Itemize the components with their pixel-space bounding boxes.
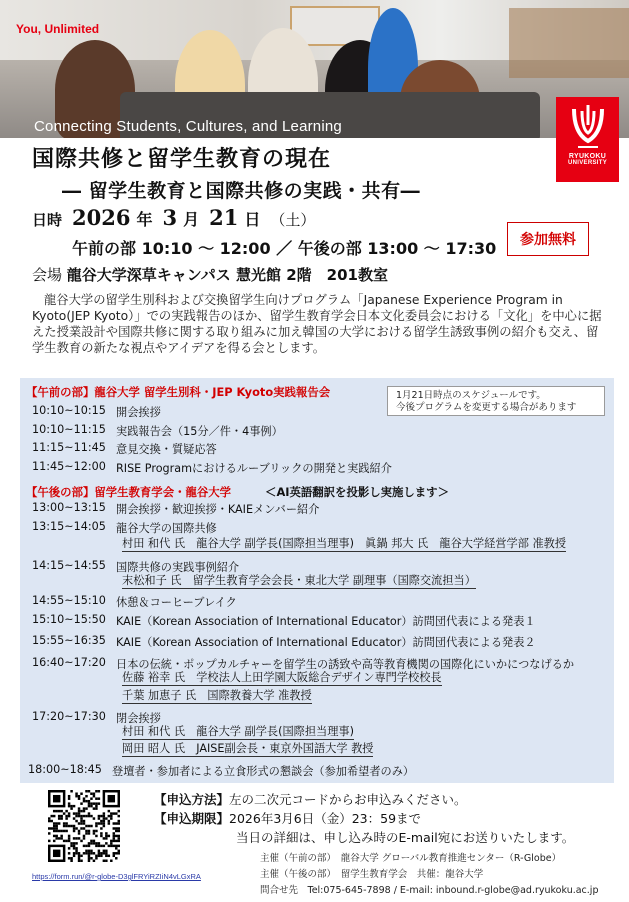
date-year: 2026 (72, 205, 131, 230)
speaker-line: 千葉 加恵子 氏 国際教養大学 准教授 (122, 689, 312, 702)
apply-method-label: 【申込方法】 (154, 792, 230, 807)
notice-line: 今後プログラムを変更する場合があります (396, 402, 577, 413)
afternoon-header-note: ＜AI英語翻訳を投影し実施します＞ (265, 485, 449, 499)
schedule-time: 14:15~14:55 (32, 559, 106, 572)
date-weekday: （土） (270, 211, 316, 229)
afternoon-header-title: 【午後の部】留学生教育学会・龍谷大学 (26, 485, 232, 499)
ryukoku-emblem-icon (568, 103, 608, 151)
apply-deadline-label: 【申込期限】 (154, 811, 230, 826)
schedule-time: 15:10~15:50 (32, 613, 106, 626)
schedule-time: 13:00~13:15 (32, 501, 106, 514)
event-date (32, 205, 315, 230)
schedule-content: 休憩＆コーヒーブレイク (116, 596, 237, 609)
logo-text-ryukoku: RYUKOKU (568, 153, 607, 160)
registration-link[interactable]: https://form.run/@r-globe-D3glFRYiRZIiN4vLGxRA (32, 872, 201, 881)
apply-deadline-text: 2026年3月6日（金）23：59まで (229, 811, 422, 826)
event-venue (32, 264, 388, 285)
university-logo (556, 97, 619, 182)
schedule-time: 18:00~18:45 (28, 763, 102, 776)
hero-photo (0, 0, 629, 138)
schedule-time: 11:15~11:45 (32, 441, 106, 454)
schedule-content: 意見交換・質疑応答 (116, 443, 217, 456)
schedule-time: 10:10~11:15 (32, 423, 106, 436)
schedule-content: KAIE（Korean Association of International Educator）訪問団代表による発表１ (116, 615, 536, 628)
venue-label: 会場 (32, 266, 63, 284)
schedule-content: 実践報告会（15分／件・4事例） (116, 425, 283, 438)
schedule-content: RISE Programにおけるルーブリックの開発と実践紹介 (116, 462, 392, 475)
schedule-content: 日本の伝統・ポップカルチャーを留学生の誘致や高等教育機関の国際化にいかにつなげるか (116, 658, 575, 671)
brand-slogan: You, Unlimited (16, 22, 100, 36)
schedule-content: 登壇者・参加者による立食形式の懇談会（参加希望者のみ） (112, 765, 415, 778)
apply-method-text: 左の二次元コードからお申込みください。 (229, 792, 467, 807)
schedule-content: 龍谷大学の国際共修 (116, 522, 217, 535)
schedule-time: 15:55~16:35 (32, 634, 106, 647)
free-admission-badge: 参加無料 (507, 222, 589, 256)
schedule-content: KAIE（Korean Association of International Educator）訪問団代表による発表２ (116, 636, 536, 649)
speaker-line: 佐藤 裕幸 氏 学校法人上田学園大阪総合デザイン専門学校校長 (122, 671, 442, 684)
schedule-time: 14:55~15:10 (32, 594, 106, 607)
registration-qr-code[interactable] (48, 790, 120, 862)
date-month: 3 (162, 205, 178, 230)
schedule-time: 11:45~12:00 (32, 460, 106, 473)
date-day-unit: 日 (244, 210, 261, 229)
date-year-unit: 年 (136, 210, 153, 229)
schedule-time: 10:10~10:15 (32, 404, 106, 417)
date-label: 日時 (32, 211, 63, 229)
schedule-content: 開会挨拶・歓迎挨拶・KAIEメンバー紹介 (116, 503, 320, 516)
date-month-unit: 月 (183, 210, 200, 229)
schedule-time: 17:20~17:30 (32, 710, 106, 723)
speaker-line: 村田 和代 氏 龍谷大学 副学長(国際担当理事) (122, 725, 354, 738)
hero-tagline: Connecting Students, Cultures, and Learning (34, 118, 342, 135)
speaker-line: 岡田 昭人 氏 JAISE副会長・東京外国語大学 教授 (122, 742, 374, 755)
schedule-time: 13:15~14:05 (32, 520, 106, 533)
logo-text-university: UNIVERSITY (567, 160, 607, 166)
event-title: 国際共修と留学生教育の現在 (32, 147, 332, 172)
notice-line: 1月21日時点のスケジュールです。 (396, 390, 546, 401)
detail-note: 当日の詳細は、申し込み時のE-mail宛にお送りいたします。 (236, 830, 575, 845)
speaker-line: 末松和子 氏 留学生教育学会会長・東北大学 副理事（国際交流担当） (122, 574, 476, 587)
intro-paragraph: 龍谷大学の留学生別科および交換留学生向けプログラム「Japanese Experience Program in Kyoto(JEP Kyoto）」での実践報告のほか、留学生教育学会日本文化委員会における「文化」を中心に据えた授業設計や国際共修に関する取り組みに加え韓国の大学における留学生誘致事例の紹介も交え、留学生教育の新たな視点やアイデアを得る会とします。 (32, 293, 602, 355)
schedule-time: 16:40~17:20 (32, 656, 106, 669)
event-times: 午前の部 10:10 ～ 12:00 ／ 午後の部 13:00 ～ 17:30 (72, 239, 497, 258)
speaker-line: 村田 和代 氏 龍谷大学 副学長(国際担当理事) 眞鍋 邦大 氏 龍谷大学経営学部 准教授 (122, 537, 567, 550)
apply-method (154, 790, 467, 808)
schedule-content: 国際共修の実践事例紹介 (116, 561, 240, 574)
venue-name: 龍谷大学深草キャンパス 慧光館 2階 201教室 (66, 266, 388, 284)
schedule-content: 閉会挨拶 (116, 712, 161, 725)
date-day: 21 (209, 205, 239, 230)
event-subtitle: ― 留学生教育と国際共修の実践・共有― (62, 180, 421, 202)
morning-header: 【午前の部】龍谷大学 留学生別科・JEP Kyoto実践報告会 (26, 385, 331, 399)
schedule-notice (387, 386, 605, 416)
organizer-morning: 主催（午前の部） 龍谷大学 グローバル教育推進センター（R-Globe） (260, 853, 562, 864)
organizer-afternoon: 主催（午後の部） 留学生教育学会 共催：龍谷大学 (260, 869, 484, 880)
hero-shelf (509, 8, 629, 78)
schedule-content: 開会挨拶 (116, 406, 161, 419)
afternoon-header (26, 484, 449, 500)
apply-deadline (154, 809, 421, 827)
contact-info: 問合せ先 Tel:075-645-7898 / E-mail: inbound.r-globe@ad.ryukoku.ac.jp (260, 885, 599, 896)
